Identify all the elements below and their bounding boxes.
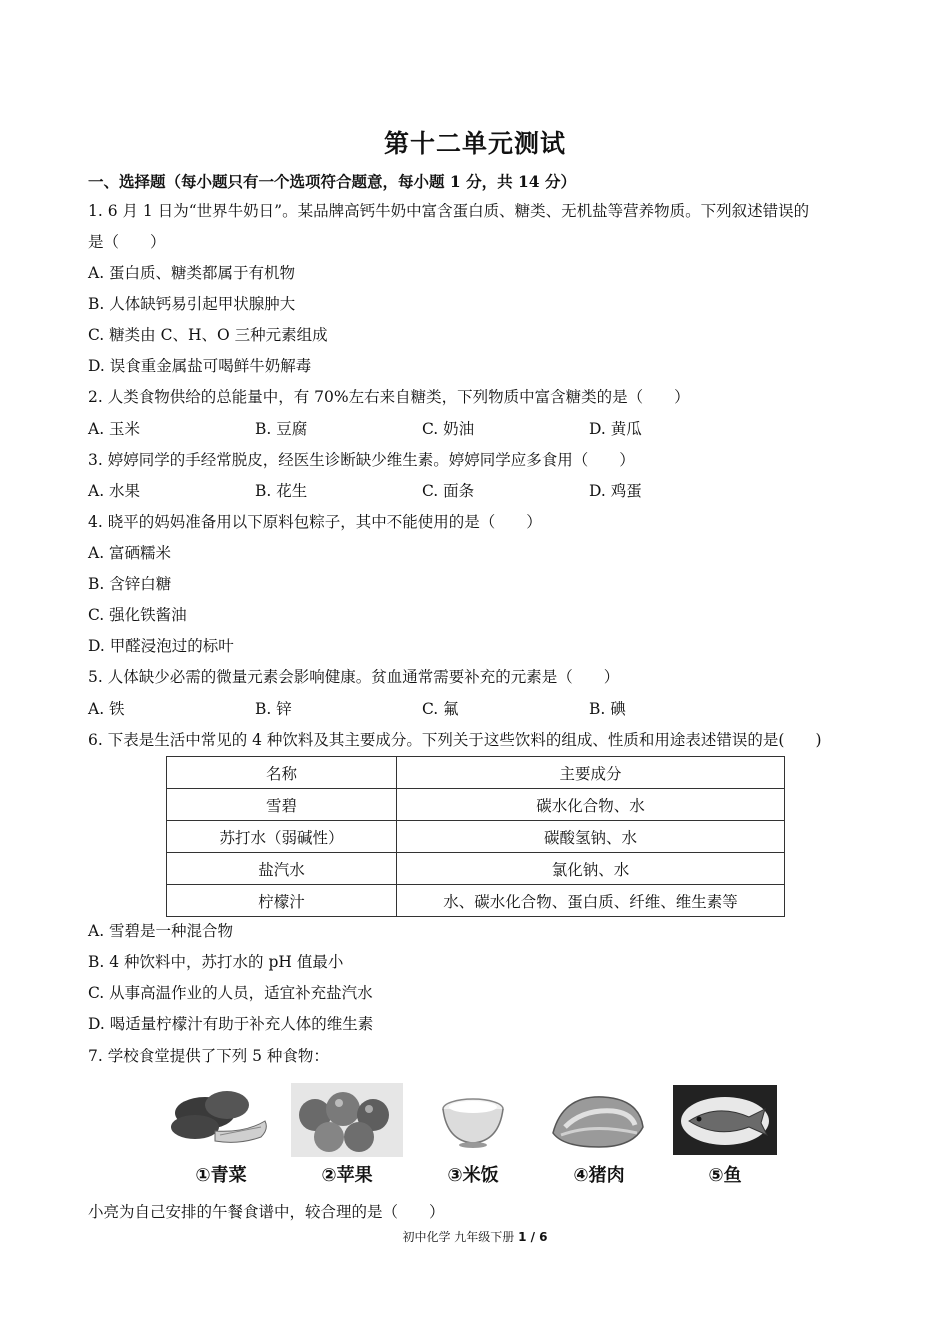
food-label: ①青菜 xyxy=(195,1165,247,1186)
q4-stem: 4. 晓平的妈妈准备用以下原料包粽子，其中不能使用的是（ ） xyxy=(88,513,542,531)
table-row xyxy=(167,853,785,885)
q2-option-b: B. 豆腐 xyxy=(255,420,308,438)
table-cell-ingredients: 碳水化合物、水 xyxy=(397,789,785,821)
food-label: ⑤鱼 xyxy=(708,1165,742,1186)
rice-bowl-image xyxy=(417,1083,529,1157)
table-cell-ingredients: 氯化钠、水 xyxy=(397,853,785,885)
food-item xyxy=(417,1083,529,1193)
table-cell-name: 苏打水（弱碱性） xyxy=(167,821,397,853)
q1-stem-line2: 是（ ） xyxy=(88,233,166,251)
table-header-row xyxy=(167,757,785,789)
q5-option-a: A. 铁 xyxy=(88,700,125,718)
q3-stem: 3. 婷婷同学的手经常脱皮，经医生诊断缺少维生素。婷婷同学应多食用（ ） xyxy=(88,451,635,469)
q4-option-d: D. 甲醛浸泡过的标叶 xyxy=(88,637,234,655)
q3-option-b: B. 花生 xyxy=(255,482,308,500)
apples-image xyxy=(291,1083,403,1157)
page-number: 1 / 6 xyxy=(518,1230,548,1244)
q3-option-a: A. 水果 xyxy=(88,482,141,500)
greens-image xyxy=(165,1083,277,1157)
q6-option-c: C. 从事高温作业的人员，适宜补充盐汽水 xyxy=(88,984,373,1002)
table-header-name: 名称 xyxy=(167,757,397,789)
q6-option-a: A. 雪碧是一种混合物 xyxy=(88,922,234,940)
q5-options xyxy=(88,699,788,719)
section-heading: 一、选择题（每小题只有一个选项符合题意，每小题 1 分，共 14 分） xyxy=(88,172,576,191)
table-cell-name: 盐汽水 xyxy=(167,853,397,885)
q1-stem-line1: 1. 6 月 1 日为“世界牛奶日”。某品牌高钙牛奶中富含蛋白质、糖类、无机盐等营养物质。下列叙述错误的 xyxy=(88,202,810,220)
q1-option-c: C. 糖类由 C、H、O 三种元素组成 xyxy=(88,326,328,344)
table-row xyxy=(167,789,785,821)
q4-option-c: C. 强化铁酱油 xyxy=(88,606,187,624)
q6-option-d: D. 喝适量柠檬汁有助于补充人体的维生素 xyxy=(88,1015,374,1033)
q2-stem: 2. 人类食物供给的总能量中，有 70%左右来自糖类，下列物质中富含糖类的是（ ） xyxy=(88,388,690,406)
q3-options xyxy=(88,481,788,501)
q3-option-d: D. 鸡蛋 xyxy=(589,482,642,500)
footer-text: 初中化学 九年级下册 xyxy=(402,1230,519,1244)
q4-option-b: B. 含锌白糖 xyxy=(88,575,172,593)
table-cell-name: 雪碧 xyxy=(167,789,397,821)
table-row xyxy=(167,885,785,917)
food-images-row xyxy=(165,1083,785,1193)
table-cell-ingredients: 碳酸氢钠、水 xyxy=(397,821,785,853)
q5-stem: 5. 人体缺少必需的微量元素会影响健康。贫血通常需要补充的元素是（ ） xyxy=(88,668,620,686)
page-title: 第十二单元测试 xyxy=(383,129,566,158)
q1-option-a: A. 蛋白质、糖类都属于有机物 xyxy=(88,264,296,282)
q1-option-b: B. 人体缺钙易引起甲状腺肿大 xyxy=(88,295,296,313)
q4-option-a: A. 富硒糯米 xyxy=(88,544,172,562)
table-header-ingredients: 主要成分 xyxy=(397,757,785,789)
food-item xyxy=(165,1083,277,1193)
q5-option-c: C. 氟 xyxy=(422,700,459,718)
q5-option-b: B. 锌 xyxy=(255,700,292,718)
q7-followup: 小亮为自己安排的午餐食谱中，较合理的是（ ） xyxy=(88,1203,445,1221)
table-row xyxy=(167,821,785,853)
q5-option-d: B. 碘 xyxy=(589,700,626,718)
q7-stem: 7. 学校食堂提供了下列 5 种食物： xyxy=(88,1047,329,1065)
q2-option-a: A. 玉米 xyxy=(88,420,141,438)
food-label: ②苹果 xyxy=(321,1165,373,1186)
food-item xyxy=(291,1083,403,1193)
q3-option-c: C. 面条 xyxy=(422,482,475,500)
q1-option-d: D. 误食重金属盐可喝鲜牛奶解毒 xyxy=(88,357,312,375)
q2-option-d: D. 黄瓜 xyxy=(589,420,642,438)
pork-image xyxy=(543,1083,655,1157)
page-footer xyxy=(0,1228,950,1245)
beverage-table xyxy=(166,756,785,917)
food-item xyxy=(669,1083,781,1193)
q2-option-c: C. 奶油 xyxy=(422,420,475,438)
q2-options xyxy=(88,419,788,439)
food-item xyxy=(543,1083,655,1193)
q6-option-b: B. 4 种饮料中，苏打水的 pH 值最小 xyxy=(88,953,344,971)
food-label: ④猪肉 xyxy=(573,1165,625,1186)
q6-stem: 6. 下表是生活中常见的 4 种饮料及其主要成分。下列关于这些饮料的组成、性质和用途表述错误的是( ) xyxy=(88,731,822,749)
table-cell-ingredients: 水、碳水化合物、蛋白质、纤维、维生素等 xyxy=(397,885,785,917)
fish-plate-image xyxy=(669,1083,781,1157)
food-label: ③米饭 xyxy=(447,1165,499,1186)
table-cell-name: 柠檬汁 xyxy=(167,885,397,917)
